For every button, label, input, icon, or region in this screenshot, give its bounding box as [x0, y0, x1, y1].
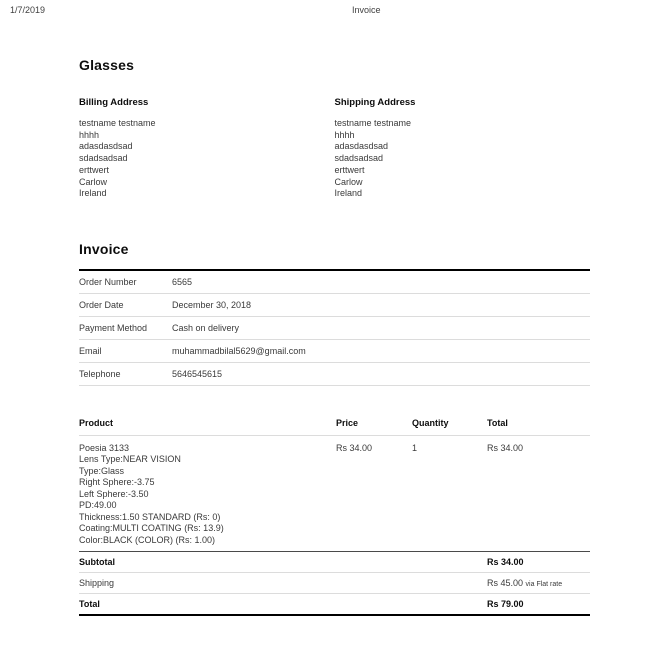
table-row: [79, 339, 590, 362]
shipping-label: Shipping: [79, 573, 487, 594]
total-value: Rs 79.00: [487, 594, 590, 616]
item-attribute: Type:Glass: [79, 465, 125, 476]
order-items-table: [79, 412, 590, 617]
item-attribute: PD:49.00: [79, 500, 117, 511]
subtotal-row: [79, 552, 590, 573]
product-column-header: Product: [79, 412, 336, 436]
shipping-address-line: sdadsadsad: [334, 153, 384, 164]
item-total: Rs 34.00: [487, 442, 524, 453]
store-name-heading: Glasses: [79, 57, 135, 73]
invoice-section-heading: Invoice: [79, 240, 129, 257]
table-row: [79, 362, 590, 385]
billing-address-block: [79, 97, 335, 200]
billing-address-line: adasdasdsad: [79, 141, 133, 152]
total-column-header: Total: [487, 412, 590, 436]
order-date-label: Order Date: [79, 293, 172, 316]
item-product-cell: [79, 435, 336, 552]
item-attribute: Thickness:1.50 STANDARD (Rs: 0): [79, 511, 221, 522]
telephone-label: Telephone: [79, 362, 172, 385]
shipping-address-block: [335, 97, 591, 200]
table-row: [79, 293, 590, 316]
item-attribute: Lens Type:NEAR VISION: [79, 454, 181, 465]
billing-address-line: sdadsadsad: [79, 153, 128, 164]
item-row: [79, 435, 590, 552]
subtotal-label: Subtotal: [79, 552, 487, 573]
table-row: [79, 316, 590, 339]
print-header-date: 1/7/2019: [10, 5, 46, 15]
billing-address-label: Billing Address: [79, 97, 149, 108]
item-quantity: 1: [412, 442, 418, 453]
shipping-row: [79, 573, 590, 594]
payment-method-value: Cash on delivery: [172, 316, 590, 339]
email-value: muhammadbilal5629@gmail.com: [172, 339, 590, 362]
addresses-section: [79, 97, 590, 200]
item-attribute: Right Sphere:-3.75: [79, 477, 155, 488]
item-attribute: Left Sphere:-3.50: [79, 488, 149, 499]
item-attribute: Coating:MULTI COATING (Rs: 13.9): [79, 523, 224, 534]
subtotal-value: Rs 34.00: [487, 552, 590, 573]
order-date-value: December 30, 2018: [172, 293, 590, 316]
billing-address-line: testname testname: [79, 118, 156, 128]
table-row: [79, 270, 590, 294]
shipping-address-line: adasdasdsad: [334, 141, 389, 152]
items-header-row: [79, 412, 590, 436]
billing-address-line: erttwert: [79, 164, 110, 175]
order-number-value: 6565: [172, 270, 590, 294]
shipping-address-line: Carlow: [334, 176, 363, 187]
payment-method-label: Payment Method: [79, 316, 172, 339]
quantity-column-header: Quantity: [412, 412, 487, 436]
shipping-address-line: hhhh: [334, 129, 355, 140]
item-attribute: Color:BLACK (COLOR) (Rs: 1.00): [79, 534, 216, 545]
print-header: [0, 0, 653, 17]
total-label: Total: [79, 594, 487, 616]
email-label: Email: [79, 339, 172, 362]
shipping-address-label: Shipping Address: [334, 97, 416, 108]
billing-address-line: Carlow: [79, 176, 108, 187]
order-details-table: [79, 269, 590, 386]
order-number-label: Order Number: [79, 270, 172, 294]
price-column-header: Price: [336, 412, 412, 436]
shipping-address-line: erttwert: [334, 164, 365, 175]
total-row: [79, 594, 590, 616]
billing-address-line: Ireland: [79, 188, 107, 199]
invoice-page: [79, 57, 590, 616]
billing-address-line: hhhh: [79, 129, 100, 140]
telephone-value: 5646545615: [172, 362, 590, 385]
shipping-address-line: Ireland: [334, 188, 363, 199]
item-name: Poesia 3133: [79, 442, 130, 453]
print-header-title: Invoice: [352, 5, 381, 15]
shipping-value-cell: [487, 573, 590, 594]
billing-address-lines: [79, 118, 335, 200]
shipping-value: Rs 45.00: [487, 578, 524, 589]
shipping-method-note: via Flat rate: [525, 581, 563, 589]
shipping-address-lines: [335, 118, 591, 200]
item-price: Rs 34.00: [336, 442, 373, 453]
shipping-address-line: testname testname: [334, 118, 412, 128]
